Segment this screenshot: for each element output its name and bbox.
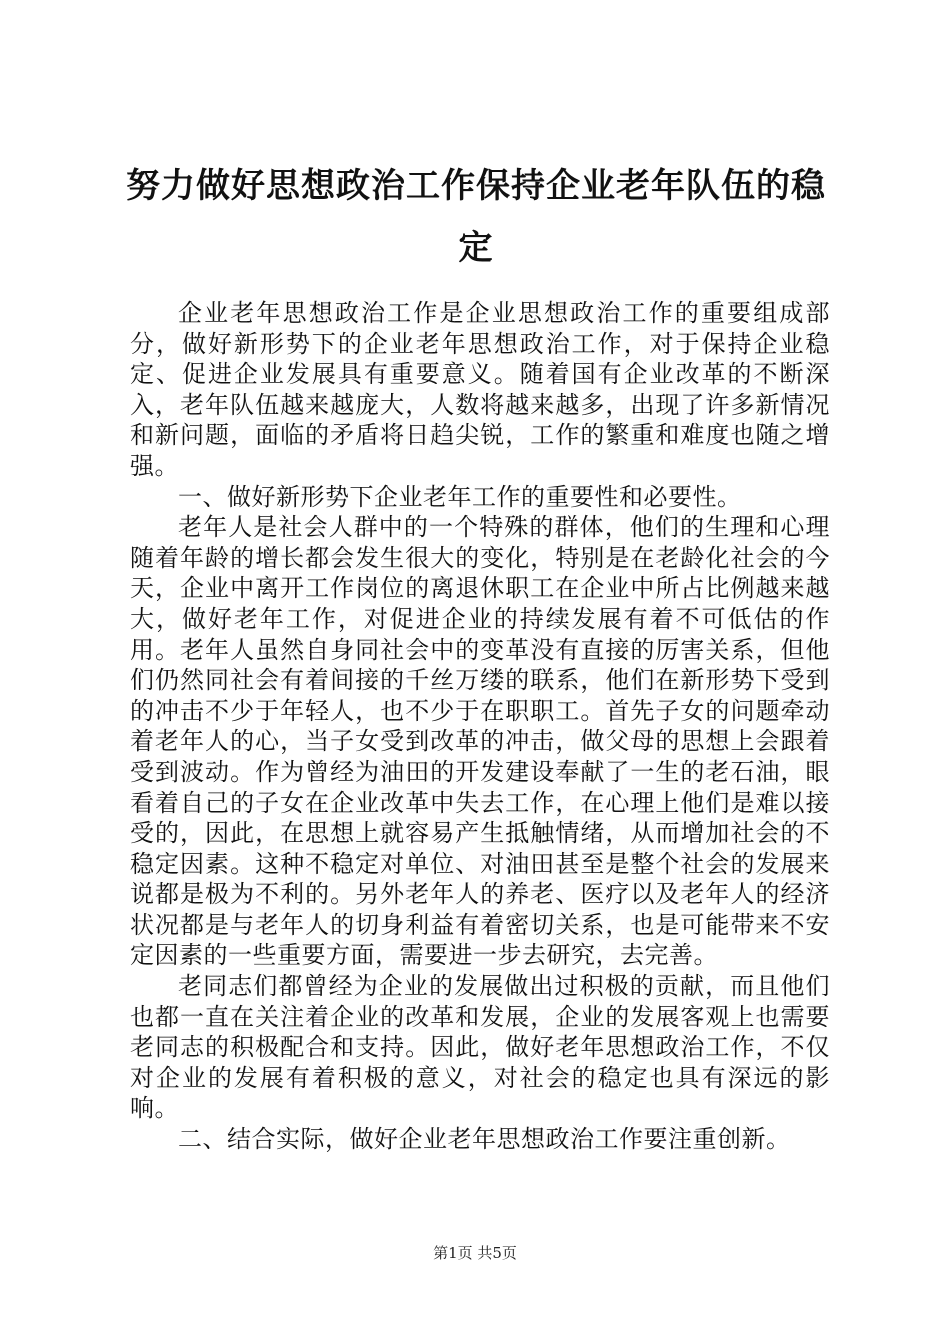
- section-heading-1: 一、做好新形势下企业老年工作的重要性和必要性。: [178, 482, 742, 511]
- document-body: [130, 298, 830, 1155]
- paragraph-elderly-group: 老年人是社会人群中的一个特殊的群体，他们的生理和心理随着年龄的增长都会发生很大的变化，特别是在老龄化社会的今天，企业中离开工作岗位的离退休职工在企业中所占比例越来越大，做好老年工作，对促进企业的持续发展有着不可低估的作用。老年人虽然自身同社会中的变革没有直接的厉害关系，但他们仍然同社会有着间接的千丝万缕的联系，他们在新形势下受到的冲击不少于年轻人，也不少于在职职工。首先子女的问题牵动着老年人的心，当子女受到改革的冲击，做父母的思想上会跟着受到波动。作为曾经为油田的开发建设奉献了一生的老石油，眼看着自己的子女在企业改革中失去工作，在心理上他们是难以接受的，因此，在思想上就容易产生抵触情绪，从而增加社会的不稳定因素。这种不稳定对单位、对油田甚至是整个社会的发展来说都是极为不利的。另外老年人的养老、医疗以及老年人的经济状况都是与老年人的切身利益有着密切关系，也是可能带来不安定因素的一些重要方面，需要进一步去研究，去完善。: [130, 513, 830, 970]
- document-title: 努力做好思想政治工作保持企业老年队伍的稳定: [126, 166, 826, 268]
- paragraph-veteran-contribution: 老同志们都曾经为企业的发展做出过积极的贡献，而且他们也都一直在关注着企业的改革和发展，企业的发展客观上也需要老同志的积极配合和支持。因此，做好老年思想政治工作，不仅对企业的发展有着积极的意义，对社会的稳定也具有深远的影响。: [130, 972, 830, 1123]
- page-footer: 第1页 共5页: [433, 1244, 517, 1262]
- section-heading-2: 二、结合实际，做好企业老年思想政治工作要注重创新。: [178, 1125, 791, 1154]
- paragraph-intro: 企业老年思想政治工作是企业思想政治工作的重要组成部分，做好新形势下的企业老年思想政治工作，对于保持企业稳定、促进企业发展具有重要意义。随着国有企业改革的不断深入，老年队伍越来越庞大，人数将越来越多，出现了许多新情况和新问题，面临的矛盾将日趋尖锐，工作的繁重和难度也随之增强。: [130, 299, 830, 480]
